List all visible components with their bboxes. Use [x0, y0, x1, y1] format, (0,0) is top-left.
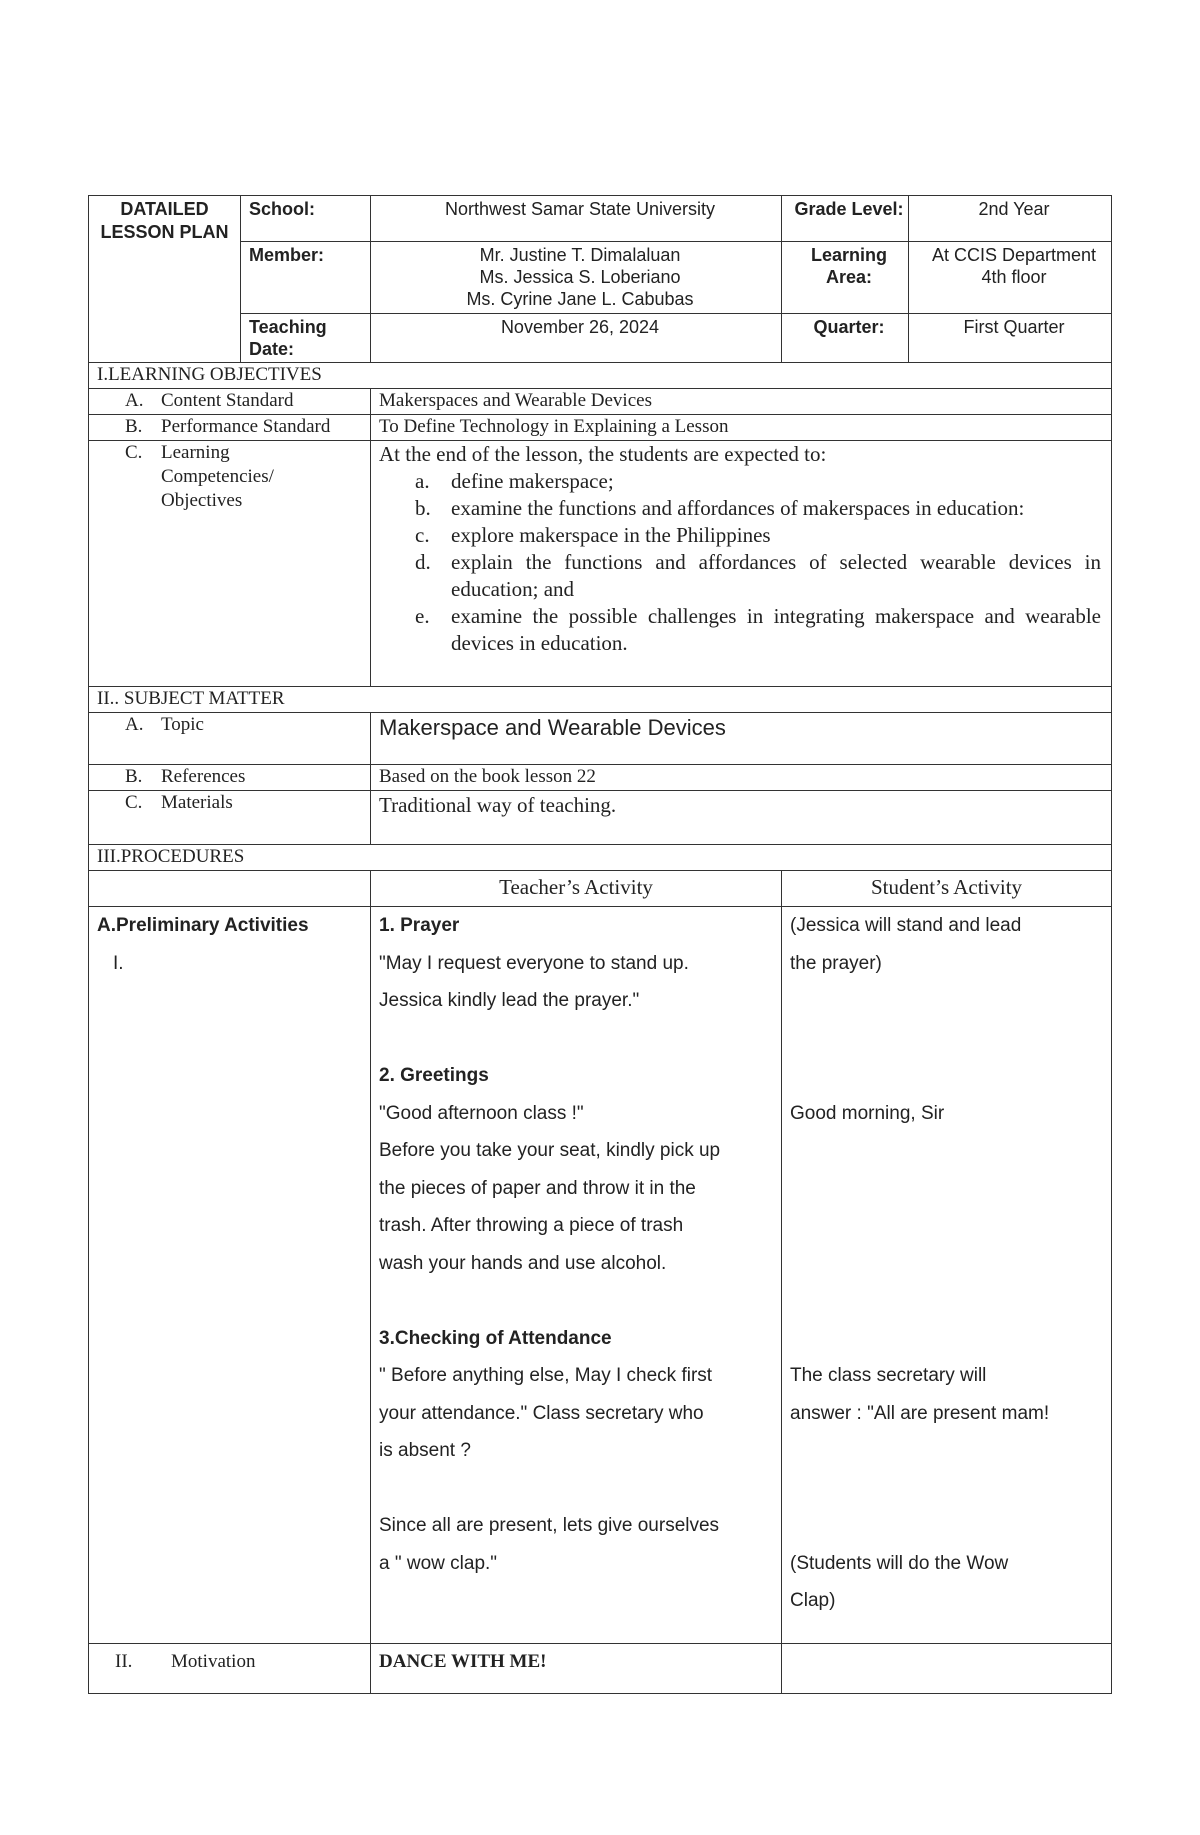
- materials-value: Traditional way of teaching.: [371, 791, 1112, 845]
- topic-value: Makerspace and Wearable Devices: [371, 713, 1112, 765]
- grade-label: Grade Level:: [782, 196, 909, 242]
- motivation-value: DANCE WITH ME!: [371, 1644, 782, 1694]
- member-label: Member:: [241, 242, 371, 314]
- competencies-label-line: Competencies/: [161, 466, 274, 487]
- date-label: Teaching Date:: [241, 314, 371, 363]
- references-label: B. References: [89, 765, 371, 791]
- student-clap-line: Clap): [790, 1590, 836, 1611]
- content-standard-value: Makerspaces and Wearable Devices: [371, 389, 1112, 415]
- teacher-activity-heading: Teacher’s Activity: [371, 871, 782, 907]
- greetings-line: trash. After throwing a piece of trash: [379, 1215, 684, 1236]
- student-activity-cell: [782, 907, 1112, 1644]
- content-standard-marker: A.: [125, 390, 144, 411]
- attendance-line: " Before anything else, May I check first: [379, 1365, 713, 1386]
- attendance-line: your attendance." Class secretary who: [379, 1402, 704, 1424]
- greetings-line: wash your hands and use alcohol.: [379, 1252, 667, 1274]
- student-attendance-line: answer : "All are present mam!: [790, 1402, 1050, 1424]
- performance-standard-label: [89, 415, 371, 441]
- member-list: [371, 242, 782, 314]
- greetings-line: the pieces of paper and throw it in the: [379, 1177, 696, 1199]
- quarter-value: First Quarter: [909, 314, 1112, 363]
- prelim-sub: I.: [113, 952, 124, 974]
- content-standard-label: [89, 389, 371, 415]
- performance-standard-text: Performance Standard: [161, 416, 331, 437]
- procedures-heading: III.PROCEDURES: [89, 845, 1112, 871]
- objective-list: [379, 468, 1101, 657]
- school-value: Northwest Samar State University: [371, 196, 782, 242]
- student-greeting: Good morning, Sir: [790, 1102, 945, 1124]
- clap-line: Since all are present, lets give ourselves: [379, 1515, 720, 1536]
- objective-item: e. examine the possible challenges in integrating makerspace and wearable devices in education.: [415, 604, 1101, 655]
- greetings-line: "Good afternoon class !": [379, 1102, 584, 1124]
- quarter-label: Quarter:: [782, 314, 909, 363]
- topic-label: A. Topic: [89, 713, 371, 765]
- competencies-value: [371, 441, 1112, 687]
- competencies-marker: C.: [125, 442, 143, 463]
- attendance-title: 3.Checking of Attendance: [379, 1327, 612, 1349]
- student-prayer-line: the prayer): [790, 952, 882, 974]
- references-value: Based on the book lesson 22: [371, 765, 1112, 791]
- member-name: Ms. Cyrine Jane L. Cabubas: [466, 289, 694, 309]
- motivation-label: II. Motivation: [89, 1644, 371, 1694]
- objective-item: b. examine the functions and affordances of makerspaces in education:: [415, 496, 1025, 520]
- teacher-activity-cell: [371, 907, 782, 1644]
- motivation-student-cell: [782, 1644, 1112, 1694]
- objective-item: a. define makerspace;: [415, 469, 614, 493]
- lesson-plan-table: [88, 195, 1112, 1694]
- student-attendance-line: The class secretary will: [790, 1365, 987, 1386]
- competencies-label-line: Learning: [161, 442, 230, 463]
- member-name: Mr. Justine T. Dimalaluan: [479, 245, 681, 265]
- subject-heading: II.. SUBJECT MATTER: [89, 687, 1112, 713]
- student-activity-heading: Student’s Activity: [782, 871, 1112, 907]
- performance-standard-value: To Define Technology in Explaining a Lesson: [371, 415, 1112, 441]
- member-name: Ms. Jessica S. Loberiano: [479, 267, 681, 287]
- content-standard-text: Content Standard: [161, 390, 294, 411]
- prelim-cell: [89, 907, 371, 1644]
- plan-title: DATAILED LESSON PLAN: [89, 196, 241, 363]
- school-label: School:: [241, 196, 371, 242]
- clap-line: a " wow clap.": [379, 1552, 498, 1574]
- prelim-label: A.Preliminary Activities: [97, 915, 309, 936]
- area-value: At CCIS Department 4th floor: [909, 242, 1112, 314]
- student-clap-line: (Students will do the Wow: [790, 1552, 1009, 1574]
- prayer-title: 1. Prayer: [379, 915, 460, 936]
- objective-item: d. explain the functions and affordances of selected wearable devices in education; and: [415, 550, 1101, 601]
- grade-value: 2nd Year: [909, 196, 1112, 242]
- competencies-intro: At the end of the lesson, the students are expected to:: [379, 442, 827, 466]
- performance-standard-marker: B.: [125, 416, 143, 437]
- lesson-plan-page: [88, 195, 1111, 1694]
- objective-item: c. explore makerspace in the Philippines: [415, 523, 771, 547]
- competencies-label-line: Objectives: [161, 490, 243, 511]
- procedures-blank-cell: [89, 871, 371, 907]
- student-prayer-line: (Jessica will stand and lead: [790, 915, 1022, 936]
- greetings-title: 2. Greetings: [379, 1065, 489, 1086]
- prayer-line: "May I request everyone to stand up.: [379, 952, 689, 974]
- greetings-line: Before you take your seat, kindly pick up: [379, 1140, 721, 1161]
- materials-label: C. Materials: [89, 791, 371, 845]
- objectives-heading: I.LEARNING OBJECTIVES: [89, 363, 1112, 389]
- competencies-label: [89, 441, 371, 687]
- attendance-line: is absent ?: [379, 1440, 471, 1461]
- date-value: November 26, 2024: [371, 314, 782, 363]
- area-label: Learning Area:: [782, 242, 909, 314]
- prayer-line: Jessica kindly lead the prayer.": [379, 990, 640, 1011]
